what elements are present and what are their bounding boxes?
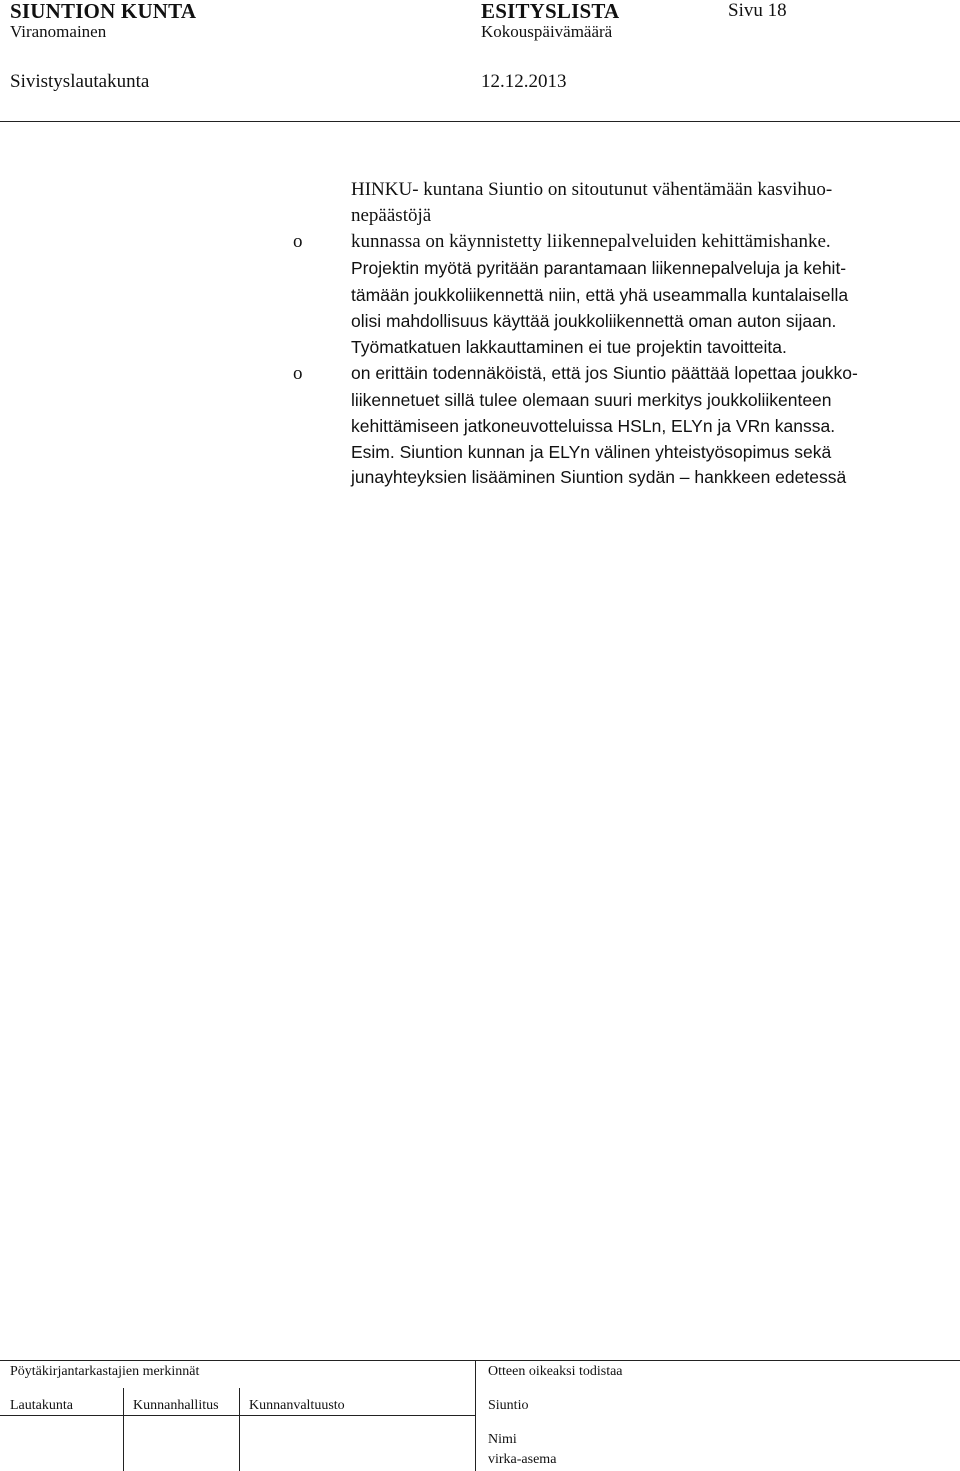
signature-box-lautakunta: Lautakunta [10,1398,73,1413]
signature-box-kunnanvaltuusto: Kunnanvaltuusto [249,1398,345,1413]
column-divider-1 [123,1388,124,1471]
bullet-marker: o [293,363,303,384]
item1-line-3: tämään joukkoliikennettä niin, että yhä useammalla kuntalaisella [351,285,849,305]
item2-line-5: junayhteyksien lisääminen Siuntion sydän – hankkeen edetessä [351,467,847,487]
meeting-date: 12.12.2013 [481,71,567,92]
item1-line-2: Projektin myötä pyritään parantamaan liikennepalveluja ja kehit- [351,258,847,278]
item2-line-2: liikennetuet sillä tulee olemaan suuri merkitys joukkoliikenteen [351,390,832,410]
position-label: virka-asema [488,1452,557,1467]
certification-place: Siuntio [488,1398,529,1413]
meeting-date-label: Kokouspäivämäärä [481,22,613,41]
item1-line-4: olisi mahdollisuus käyttää joukkoliikennettä oman auton sijaan. [351,311,837,331]
header-divider [0,121,960,122]
intro-line-1: HINKU- kuntana Siuntio on sitoutunut vähentämään kasvihuo- [351,179,833,200]
item1-line-1: kunnassa on käynnistetty liikennepalveluiden kehittämishanke. [351,231,831,252]
signature-row-divider [0,1415,475,1416]
column-divider-3 [475,1360,476,1471]
footer-divider [0,1360,960,1361]
municipality-name: SIUNTION KUNTA [10,0,197,23]
authority-name: Sivistyslautakunta [10,71,150,92]
intro-line-2: nepäästöjä [351,205,432,226]
certified-label: Otteen oikeaksi todistaa [488,1364,623,1379]
page-number: Sivu 18 [728,0,787,21]
reviewers-label: Pöytäkirjantarkastajien merkinnät [10,1364,200,1379]
name-label: Nimi [488,1432,517,1447]
authority-label: Viranomainen [10,22,107,41]
signature-box-kunnanhallitus: Kunnanhallitus [133,1398,219,1413]
document-type: ESITYSLISTA [481,0,620,23]
item1-line-5: Työmatkatuen lakkauttaminen ei tue projektin tavoitteita. [351,337,787,357]
item2-line-4: Esim. Siuntion kunnan ja ELYn välinen yhteistyösopimus sekä [351,442,832,462]
column-divider-2 [239,1388,240,1471]
bullet-marker: o [293,231,303,252]
item2-line-3: kehittämiseen jatkoneuvotteluissa HSLn, ELYn ja VRn kanssa. [351,416,836,436]
item2-line-1: on erittäin todennäköistä, että jos Siuntio päättää lopettaa joukko- [351,363,858,383]
